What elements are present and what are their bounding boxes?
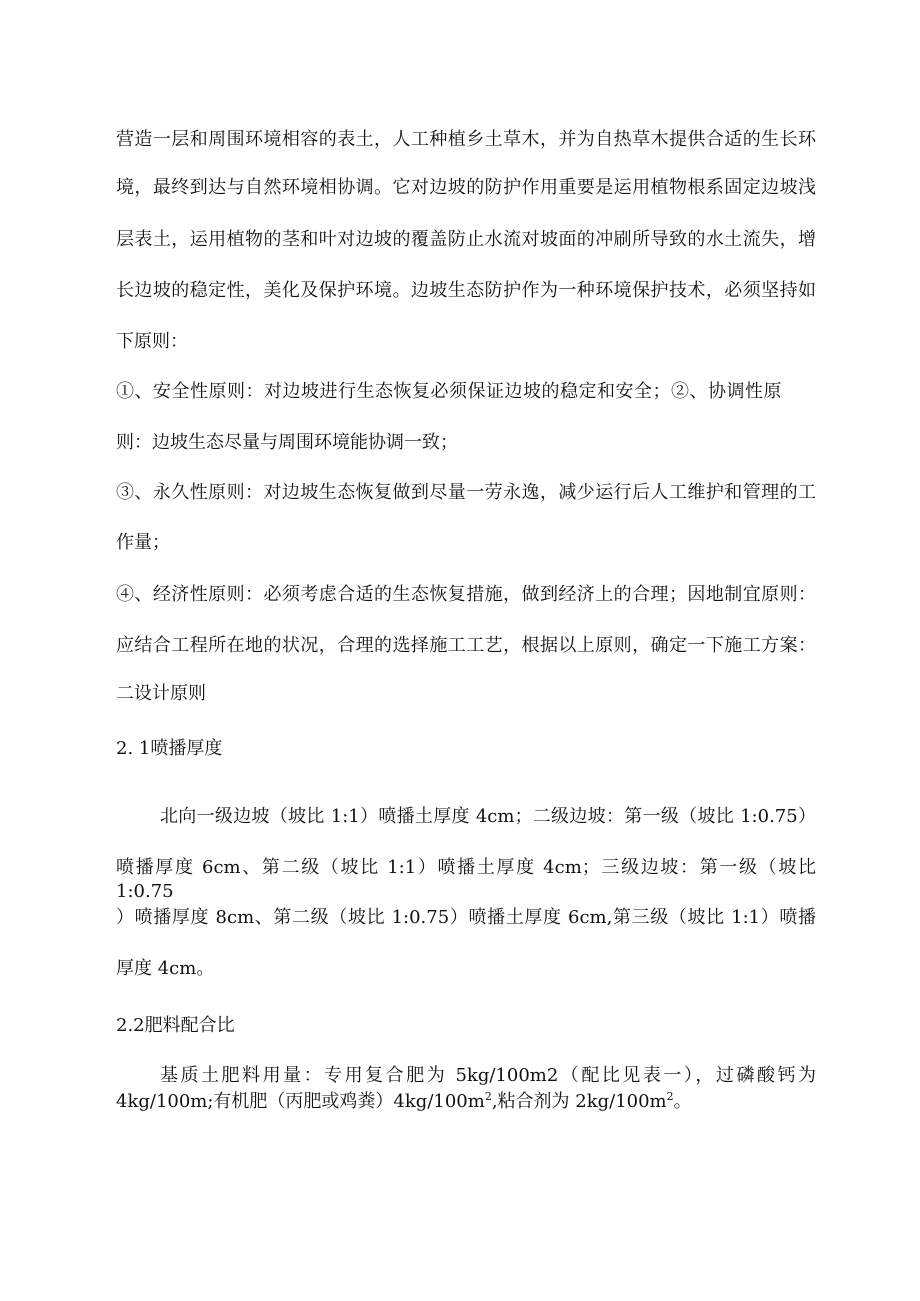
principle-line: 作量； — [116, 532, 170, 553]
paragraph-line: 基质土肥料用量：专用复合肥为 5kg/100m2（配比见表一），过磷酸钙为 — [160, 1065, 816, 1086]
principle-line: 应结合工程所在地的状况，合理的选择施工工艺，根据以上原则，确定一下施工方案： — [116, 635, 816, 656]
text-run: 。 — [673, 1091, 692, 1112]
principle-line: ③、永久性原则：对边坡生态恢复做到尽量一劳永逸，减少运行后人工维护和管理的工 — [116, 482, 816, 503]
superscript: 2 — [666, 1090, 674, 1103]
paragraph-line: 层表土，运用植物的茎和叶对边坡的覆盖防止水流对坡面的冲刷所导致的水土流失，增 — [116, 229, 816, 250]
paragraph-line: 厚度 4cm。 — [116, 958, 215, 979]
text-run: ,粘合剂为 2kg/100m — [491, 1091, 667, 1112]
text-run: 4kg/100m;有机肥（丙肥或鸡粪）4kg/100m — [116, 1091, 485, 1112]
paragraph-line: 营造一层和周围环境相容的表土，人工种植乡土草木，并为自热草木提供合适的生长环 — [116, 129, 816, 150]
paragraph-line: 喷播厚度 6cm、第二级（坡比 1:1）喷播土厚度 4cm；三级边坡：第一级（坡比 1:0.75 — [116, 857, 816, 902]
principle-line: ④、经济性原则：必须考虑合适的生态恢复措施，做到经济上的合理；因地制宜原则： — [116, 584, 816, 605]
paragraph-line: 北向一级边坡（坡比 1:1）喷播土厚度 4cm；二级边坡：第一级（坡比 1:0.75） — [160, 806, 816, 827]
principle-line: 则：边坡生态尽量与周围环境能协调一致； — [116, 432, 458, 453]
paragraph-line: ）喷播厚度 8cm、第二级（坡比 1:0.75）喷播土厚度 6cm,第三级（坡比 1:1）喷播 — [116, 907, 816, 928]
superscript: 2 — [484, 1090, 492, 1103]
paragraph-line: 长边坡的稳定性，美化及保护环境。边坡生态防护作为一种环境保护技术，必须坚持如 — [116, 280, 816, 301]
paragraph-line — [116, 1090, 816, 1114]
principle-line: ①、安全性原则：对边坡进行生态恢复必须保证边坡的稳定和安全；②、协调性原 — [116, 381, 782, 402]
section-title: 二设计原则 — [116, 683, 206, 704]
section-heading-2-2: 2.2肥料配合比 — [116, 1015, 235, 1036]
section-heading-2-1: 2. 1喷播厚度 — [116, 738, 223, 759]
paragraph-line: 境，最终到达与自然环境相协调。它对边坡的防护作用重要是运用植物根系固定边坡浅 — [116, 177, 816, 198]
paragraph-line: 下原则： — [116, 331, 188, 352]
